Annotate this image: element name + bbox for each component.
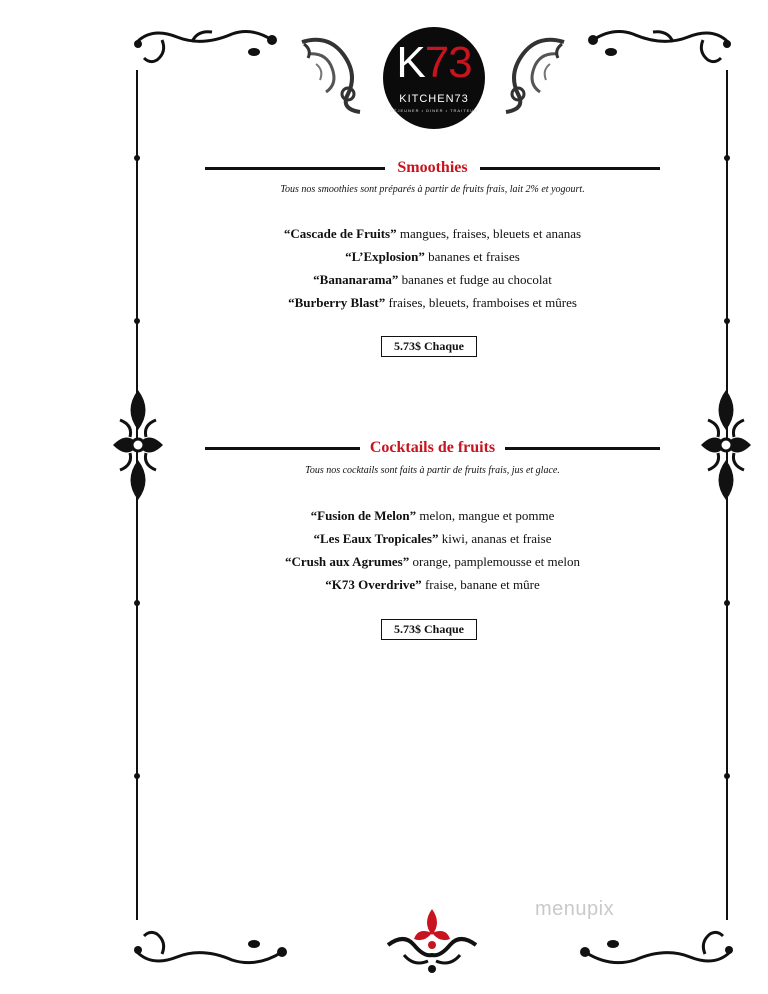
baroque-scroll-left-icon [298,34,370,116]
menu-item-name: “K73 Overdrive” [325,577,422,592]
menu-item-description: melon, mangue et pomme [416,508,555,523]
menu-item [160,245,705,268]
price-box: 5.73$ Chaque [381,336,477,357]
section-intro: Tous nos smoothies sont préparés à partir de fruits frais, lait 2% et yogourt. [280,184,585,195]
frame-dot [724,318,730,324]
menu-item-name: “Burberry Blast” [288,295,386,310]
menu-item-description: bananes et fudge au chocolat [398,272,552,287]
logo-mark-number: 73 [424,38,472,87]
side-flourish-left-icon [108,385,168,505]
logo-tagline: DÉJEUNER • DINER • TRAITEUR [389,108,479,113]
menu-item-name: “Crush aux Agrumes” [284,554,410,569]
corner-flourish-bottom-left-icon [132,912,292,972]
menu-item-description: fraise, banane et mûre [421,577,540,592]
section-header-smoothies [205,158,660,178]
logo-mark-k: K [396,38,425,87]
menu-item-name: “Cascade de Fruits” [283,226,397,241]
menu-item-description: bananes et fraises [424,249,520,264]
section-title: Smoothies [397,159,468,176]
menu-item [160,550,705,573]
menu-item [160,222,705,245]
frame-dot [724,600,730,606]
menu-list-smoothies [160,222,705,314]
logo-name: KITCHEN73 [399,93,469,105]
menu-list-cocktails [160,504,705,596]
menu-item-description: fraises, bleuets, framboises et mûres [385,295,577,310]
section-intro: Tous nos cocktails sont faits à partir de fruits frais, jus et glace. [305,465,560,476]
frame-dot [134,773,140,779]
watermark: menupix [535,898,615,920]
frame-dot [724,773,730,779]
logo-mark [383,39,485,87]
frame-dot [134,155,140,161]
side-flourish-right-icon [696,385,756,505]
menu-item [160,291,705,314]
menu-item-name: “Fusion de Melon” [310,508,417,523]
menu-item-description: kiwi, ananas et fraise [438,531,552,546]
section-header-cocktails [205,438,660,458]
menu-item-description: orange, pamplemousse et melon [409,554,580,569]
bottom-center-flourish-icon [384,905,480,975]
corner-flourish-top-left-icon [132,22,282,82]
menu-item [160,573,705,596]
corner-flourish-top-right-icon [583,22,733,82]
menu-item-name: “Les Eaux Tropicales” [313,531,439,546]
frame-dot [134,318,140,324]
section-title: Cocktails de fruits [369,439,496,456]
menu-item-name: “Bananarama” [313,272,399,287]
menu-item-name: “L’Explosion” [345,249,425,264]
baroque-scroll-right-icon [496,34,568,116]
price-box: 5.73$ Chaque [381,619,477,640]
frame-dot [134,600,140,606]
frame-dot [724,155,730,161]
menu-item [160,527,705,550]
menu-item-description: mangues, fraises, bleuets et ananas [396,226,582,241]
menu-item [160,504,705,527]
corner-flourish-bottom-right-icon [575,912,735,972]
menu-item [160,268,705,291]
kitchen73-logo [383,27,485,129]
